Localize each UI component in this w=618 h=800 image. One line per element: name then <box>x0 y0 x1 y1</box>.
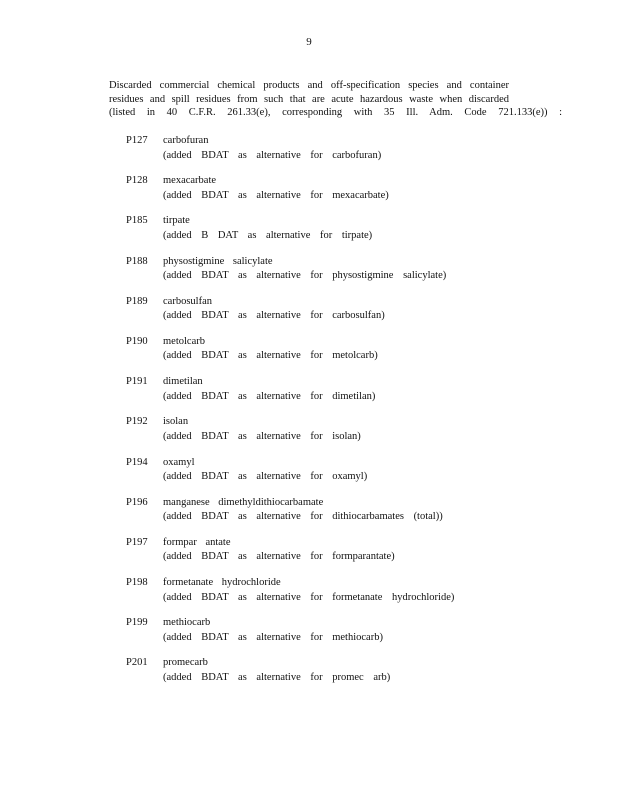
list-item <box>126 616 566 656</box>
waste-code-list <box>126 134 566 697</box>
intro-paragraph <box>109 79 563 120</box>
list-item <box>126 134 566 174</box>
waste-code: P188 <box>126 255 148 267</box>
intro-line: (listed in 40 C.F.R. 261.33(e), corresponding with 35 Ill. Adm. Code 721.133(e)) : <box>109 107 563 118</box>
list-item <box>126 214 566 254</box>
chemical-name: promecarb <box>163 657 208 669</box>
waste-code: P199 <box>126 617 148 629</box>
list-item <box>126 496 566 536</box>
waste-code: P194 <box>126 456 148 468</box>
chemical-name: formpar antate <box>163 536 231 548</box>
waste-code: P201 <box>126 657 148 669</box>
waste-code: P127 <box>126 135 148 146</box>
entry-note: (added BDAT as alternative for carbosulfan) <box>163 310 385 322</box>
entry-note: (added BDAT as alternative for promec arb) <box>163 671 391 683</box>
entry-note: (added BDAT as alternative for physostigmine salicylate) <box>163 270 447 282</box>
chemical-name: isolan <box>163 416 189 428</box>
waste-code: P128 <box>126 175 148 187</box>
chemical-name: formetanate hydrochloride <box>163 577 281 589</box>
entry-note: (added BDAT as alternative for oxamyl) <box>163 471 368 482</box>
chemical-name: mexacarbate <box>163 175 217 187</box>
waste-code: P190 <box>126 335 148 347</box>
entry-note: (added BDAT as alternative for isolan) <box>163 430 361 442</box>
list-item <box>126 656 566 696</box>
entry-note: (added BDAT as alternative for methiocarb) <box>163 631 383 643</box>
waste-code: P192 <box>126 416 148 428</box>
chemical-name: carbofuran <box>163 135 209 146</box>
list-item <box>126 255 566 295</box>
entry-note: (added BDAT as alternative for formetanate hydrochloride) <box>163 591 455 603</box>
list-item <box>126 174 566 214</box>
list-item <box>126 456 566 496</box>
waste-code: P196 <box>126 496 148 508</box>
entry-note: (added BDAT as alternative for carbofuran) <box>163 149 382 161</box>
chemical-name: carbosulfan <box>163 295 212 307</box>
list-item <box>126 415 566 455</box>
waste-code: P185 <box>126 215 148 227</box>
waste-code: P198 <box>126 577 148 589</box>
chemical-name: oxamyl <box>163 456 195 468</box>
entry-note: (added B DAT as alternative for tirpate) <box>163 229 373 241</box>
waste-code: P191 <box>126 376 148 388</box>
list-item <box>126 295 566 335</box>
list-item <box>126 576 566 616</box>
list-item <box>126 335 566 375</box>
entry-note: (added BDAT as alternative for mexacarbate) <box>163 189 389 201</box>
chemical-name: physostigmine salicylate <box>163 255 273 267</box>
list-item <box>126 375 566 415</box>
chemical-name: dimetilan <box>163 376 203 388</box>
entry-note: (added BDAT as alternative for dimetilan) <box>163 390 376 402</box>
list-item <box>126 536 566 576</box>
intro-line: Discarded commercial chemical products and off-specification species and container <box>109 80 509 91</box>
entry-note: (added BDAT as alternative for metolcarb) <box>163 350 378 362</box>
chemical-name: metolcarb <box>163 335 205 347</box>
page-number: 9 <box>306 36 312 48</box>
waste-code: P189 <box>126 295 148 307</box>
chemical-name: tirpate <box>163 215 190 227</box>
intro-line: residues and spill residues from such that are acute hazardous waste when discarded <box>109 93 509 105</box>
chemical-name: manganese dimethyldithiocarbamate <box>163 496 324 508</box>
entry-note: (added BDAT as alternative for formparantate) <box>163 551 395 563</box>
waste-code: P197 <box>126 536 148 548</box>
entry-note: (added BDAT as alternative for dithiocarbamates (total)) <box>163 511 443 523</box>
chemical-name: methiocarb <box>163 617 211 629</box>
